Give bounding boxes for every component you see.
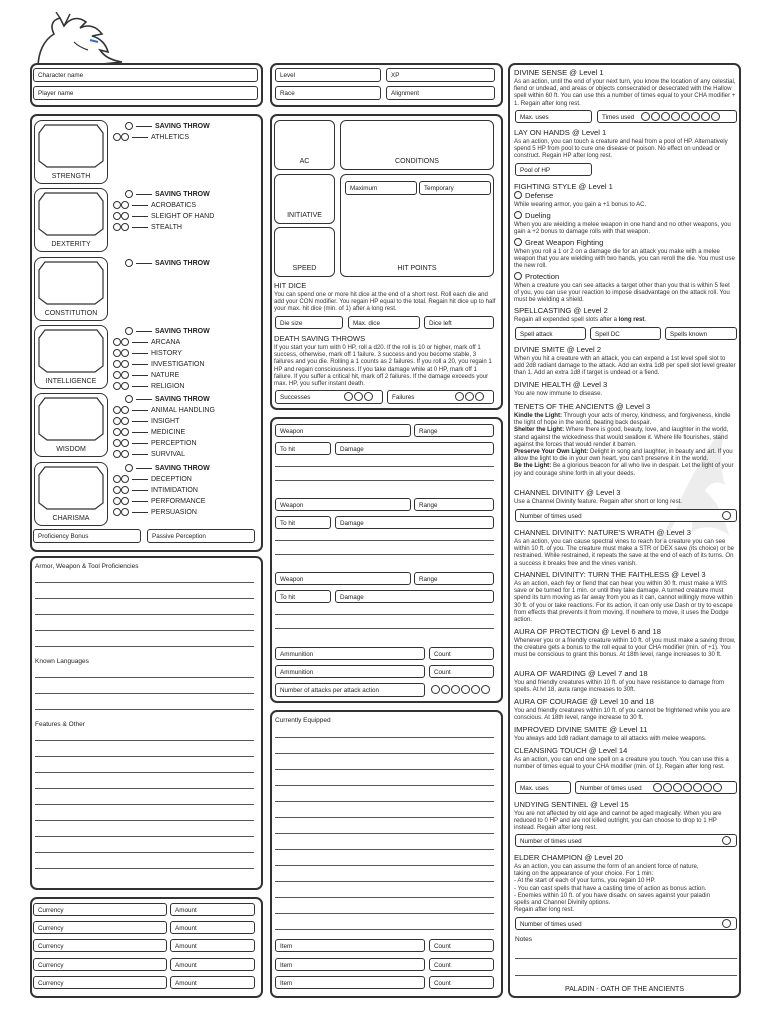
equipped-line[interactable]: [275, 849, 494, 850]
xp-field[interactable]: XP: [386, 68, 495, 82]
dragon-logo: [30, 12, 130, 70]
channel-divinity-text: Use a Channel Divinity feature. Regain after short or long rest.: [514, 498, 683, 505]
aura-courage-text: You and friendly creatures within 10 ft. of you cannot be frightened while you are conscious. At 18th level, range increase to 30 ft.: [514, 707, 731, 722]
spellcasting-title: SPELLCASTING @ Level 2: [514, 306, 608, 315]
weapon-notes-line[interactable]: [275, 540, 494, 541]
conditions-label: CONDITIONS: [395, 158, 439, 165]
tenet-item: [514, 412, 736, 426]
weapon-notes-line[interactable]: [275, 614, 494, 615]
fighting-style-option-text: When you are wielding a melee weapon in one hand and no other weapons, you gain a +2 bonus to damage rolls with that weapon.: [514, 221, 731, 236]
weapon-notes-line[interactable]: [275, 466, 494, 467]
tenet-name: Preserve Your Own Light:: [514, 448, 589, 456]
skill-row[interactable]: [113, 133, 189, 143]
aura-warding-text: You and friendly creatures within 10 ft. of you have resistance to damage from spells. At lvl 18, aura range increases to 30ft.: [514, 679, 725, 694]
skill-row[interactable]: [113, 360, 205, 370]
elder-champion-title: ELDER CHAMPION @ Level 20: [514, 853, 623, 862]
notes-label: Notes: [515, 936, 532, 943]
tenet-text: Be a glorious beacon for all who live in despair. Let the light of your joy and courage shine forth in all your deeds.: [514, 462, 734, 477]
features-other-title: Features & Other: [35, 721, 85, 728]
tenet-item: [514, 448, 736, 462]
currency-amount-field[interactable]: Amount: [170, 921, 255, 934]
ac-label: AC: [299, 158, 310, 165]
skill-label: ARCANA: [151, 339, 181, 346]
feature-line[interactable]: [35, 852, 254, 853]
item-field[interactable]: Item: [275, 939, 425, 952]
death-saves-text: If you start your turn with 0 HP, roll a d20. If the roll is 10 or higher, mark off 1 success, otherwise, mark off 1 failure. 3 success and you become stable, 3 failures and you die. Rolling a 1 counts as 2 failures. If you roll a 20, you regain 1 HP and regain consciousness. If you take damage while at 0 HP, mark off 1 failure. If you suffer a critical hit, mark off 2 failures. If the damage exceeds your max. HP, you suffer instant death.: [274, 344, 492, 388]
weapon-notes-line[interactable]: [275, 554, 494, 555]
language-line[interactable]: [35, 709, 254, 710]
lay-on-hands-title: LAY ON HANDS @ Level 1: [514, 128, 607, 137]
skill-label: INSIGHT: [151, 418, 180, 425]
equipped-line[interactable]: [275, 753, 494, 754]
weapons-panel: [270, 417, 503, 703]
ability-name: CONSTITUTION: [44, 310, 98, 317]
successes-field[interactable]: Successes: [275, 390, 383, 404]
tenet-text: Through your acts of mercy, kindness, and forgiveness, kindle the light of hope in the world, beating back despair.: [514, 412, 731, 427]
feature-line[interactable]: [35, 836, 254, 837]
cleansing-touch-circles[interactable]: [652, 783, 722, 793]
proficiency-line[interactable]: [35, 598, 254, 599]
feature-line[interactable]: [35, 868, 254, 869]
skill-row[interactable]: [113, 450, 185, 460]
undying-sentinel-times-used[interactable]: Number of times used: [515, 834, 737, 847]
cleansing-touch-times-used[interactable]: Number of times used: [575, 781, 737, 794]
equipped-line[interactable]: [275, 881, 494, 882]
initiative-label: INITIATIVE: [287, 212, 322, 219]
cleansing-touch-title: CLEANSING TOUCH @ Level 14: [514, 746, 628, 755]
hit-dice-text: You can spend one or more hit dice at the end of a short rest. Roll each die and add your CON modifier. You regain HP equal to the total. Regain hit dice up to half your max. hit dice (min. of 1) after a long rest.: [274, 291, 496, 313]
item-count-field[interactable]: Count: [429, 976, 494, 989]
ammunition-field[interactable]: Ammunition: [275, 665, 425, 678]
weapon-to-hit-field[interactable]: To hit: [275, 442, 331, 455]
ability-name: CHARISMA: [52, 515, 90, 522]
currency-field[interactable]: Currency: [33, 976, 167, 989]
fighting-style-option[interactable]: [514, 211, 551, 221]
weapon-range-field[interactable]: Range: [414, 424, 494, 437]
radio-icon[interactable]: [514, 191, 522, 199]
skill-row[interactable]: [113, 475, 192, 485]
skill-row[interactable]: [113, 439, 197, 449]
ability-name: DEXTERITY: [51, 241, 91, 248]
max-dice-field[interactable]: Max. dice: [348, 316, 420, 329]
saving-throw-row[interactable]: [113, 259, 210, 269]
radio-icon[interactable]: [514, 272, 522, 280]
fighting-style-option[interactable]: [514, 191, 553, 201]
currency-field[interactable]: Currency: [33, 958, 167, 971]
tenet-name: Kindle the Light:: [514, 412, 563, 419]
skill-label: STEALTH: [151, 224, 182, 231]
weapon-name-field[interactable]: Weapon: [275, 424, 411, 437]
skill-row[interactable]: [113, 371, 179, 381]
channel-divinity-title: CHANNEL DIVINITY @ Level 3: [514, 488, 621, 497]
feature-line[interactable]: [35, 756, 254, 757]
skill-row[interactable]: [113, 497, 205, 507]
death-saves-title: DEATH SAVING THROWS: [274, 334, 366, 343]
tenet-name: Shelter the Light:: [514, 426, 565, 434]
notes-line[interactable]: [515, 975, 737, 976]
undying-sentinel-circle[interactable]: [721, 836, 731, 846]
fighting-style-option[interactable]: [514, 238, 603, 248]
weapon-notes-line[interactable]: [275, 480, 494, 481]
tenet-text: Where there is good, beauty, love, and laughter in the world, stand against the wickedness that would swallow it. Where life flourishes, stand against the forces that would render it barren.: [514, 426, 729, 448]
weapon-damage-field[interactable]: Damage: [335, 516, 494, 529]
turn-faithless-text: As an action, each fey or fiend that can hear you within 30 ft. must make a WIS save or be turned for 1 min. or until they take damage. A turned creature must spend its turn moving as far away from you as it can, cannot willingly move within 30 ft. of you or take reactions. For its action, it can only use Dash or try to escape from effects that prevents it from moving. If nowhere to move, it uses the Dodge action.: [514, 580, 733, 624]
elder-champion-line: As an action, you can assume the form of an ancient force of nature,: [514, 863, 699, 870]
natures-wrath-title: CHANNEL DIVINITY: NATURE'S WRATH @ Level 3: [514, 528, 691, 537]
divine-sense-text: As an action, until the end of your next turn, you know the location of any celestial, fiend or undead, and areas or objects consecrated or desecrated with the Hallow spell within 60 ft. You can use this a number of times equal to your CHA modifier + 1. Regain after long rest.: [514, 78, 736, 107]
currently-equipped-title: Currently Equipped: [275, 717, 331, 724]
skill-label: ACROBATICS: [151, 202, 196, 209]
die-size-field[interactable]: Die size: [275, 316, 343, 329]
failures-field[interactable]: Failures: [387, 390, 494, 404]
channel-divinity-times-used[interactable]: Number of times used: [515, 509, 737, 522]
cleansing-touch-max-uses[interactable]: Max. uses: [515, 781, 571, 794]
fighting-style-option[interactable]: [514, 272, 559, 282]
divine-sense-circles[interactable]: [640, 112, 720, 122]
skill-row[interactable]: [113, 223, 182, 233]
skill-row[interactable]: [113, 486, 198, 496]
equipped-line[interactable]: [275, 737, 494, 738]
passive-perception-field[interactable]: Passive Perception: [147, 529, 255, 543]
undying-sentinel-title: UNDYING SENTINEL @ Level 15: [514, 800, 629, 809]
skill-label: HISTORY: [151, 350, 182, 357]
skill-label: DECEPTION: [151, 476, 192, 483]
player-name-field[interactable]: Player name: [33, 86, 258, 100]
currency-field[interactable]: Currency: [33, 903, 167, 916]
skill-row[interactable]: [113, 406, 215, 416]
improved-smite-title: IMPROVED DIVINE SMITE @ Level 11: [514, 725, 648, 734]
spellcasting-text: Regain all expended spell slots after a long rest.: [514, 316, 647, 323]
skill-label: PERSUASION: [151, 509, 197, 516]
ability-name: WISDOM: [56, 446, 86, 453]
language-line[interactable]: [35, 693, 254, 694]
footer-class-label: PALADIN - OATH OF THE ANCIENTS: [564, 986, 685, 993]
saving-throw-label: SAVING THROW: [155, 123, 210, 130]
lay-on-hands-pool[interactable]: Pool of HP: [515, 163, 592, 176]
spell-attack-field[interactable]: Spell attack: [515, 327, 586, 340]
skill-row[interactable]: [113, 212, 214, 222]
weapon-to-hit-field[interactable]: To hit: [275, 516, 331, 529]
weapon-damage-field[interactable]: Damage: [335, 590, 494, 603]
equipped-line[interactable]: [275, 929, 494, 930]
divine-health-text: You are now immune to disease.: [514, 390, 603, 397]
skill-row[interactable]: [113, 338, 180, 348]
elder-champion-text: [514, 863, 736, 913]
skill-row[interactable]: [113, 508, 197, 518]
equipped-line[interactable]: [275, 913, 494, 914]
undying-sentinel-text: You are not affected by old age and cannot be aged magically. When you are reduced to 0 HP and are not killed outright, you can choose to drop to 1 HP instead. Regain after long rest.: [514, 810, 722, 832]
skill-label: SURVIVAL: [151, 451, 185, 458]
elder-champion-line: Regain after long rest.: [514, 906, 574, 914]
weapon-range-field[interactable]: Range: [414, 498, 494, 511]
skill-row[interactable]: [113, 428, 185, 438]
fighting-style-option-text: When a creature you can see attacks a target other than you that is within 5 feet of you, you can use your reaction to impose disadvantage on the attack roll. You must be wielding a shield.: [514, 282, 730, 304]
saving-throw-label: SAVING THROW: [155, 328, 210, 335]
character-name-field[interactable]: Character name: [33, 68, 258, 82]
saving-throw-label: SAVING THROW: [155, 465, 210, 472]
currency-field[interactable]: Currency: [33, 921, 167, 934]
ability-name: INTELLIGENCE: [45, 378, 97, 385]
weapon-notes-line[interactable]: [275, 628, 494, 629]
elder-champion-line: spells and Channel Divinity options.: [514, 899, 611, 907]
weapon-to-hit-field[interactable]: To hit: [275, 590, 331, 603]
skill-label: ATHLETICS: [151, 134, 189, 141]
tenet-item: [514, 462, 736, 476]
item-count-field[interactable]: Count: [429, 958, 494, 971]
aura-protection-text: Whenever you or a friendly creature within 10 ft. of you must make a saving throw, the creature gets a bonus to the roll equal to your CHA modifier (min. of +1). You must be conscious to grant this bonus. At 18th level, range increases to 30 ft.: [514, 637, 736, 659]
attacks-per-action-field[interactable]: Number of attacks per attack action: [275, 683, 425, 697]
dice-left-field[interactable]: Dice left: [424, 316, 494, 329]
skill-label: NATURE: [151, 372, 180, 379]
tenets-title: TENETS OF THE ANCIENTS @ Level 3: [514, 402, 651, 411]
elder-champion-line: - At the start of each of your turns, you regain 10 HP.: [514, 877, 656, 885]
currency-field[interactable]: Currency: [33, 939, 167, 952]
proficiency-line[interactable]: [35, 630, 254, 631]
hit-dice-title: HIT DICE: [274, 281, 307, 290]
notes-line[interactable]: [515, 958, 737, 959]
tenets-text: [514, 412, 736, 477]
equipped-line[interactable]: [275, 785, 494, 786]
divine-sense-title: DIVINE SENSE @ Level 1: [514, 68, 604, 77]
currency-amount-field[interactable]: Amount: [170, 958, 255, 971]
divine-health-title: DIVINE HEALTH @ Level 3: [514, 380, 608, 389]
hp-maximum-field[interactable]: Maximum: [345, 181, 417, 195]
saving-throw-row[interactable]: [113, 122, 210, 132]
hit-points-label: HIT POINTS: [397, 265, 437, 272]
skill-label: INVESTIGATION: [151, 361, 205, 368]
skill-label: INTIMIDATION: [151, 487, 198, 494]
equipped-line[interactable]: [275, 897, 494, 898]
successes-circles[interactable]: [343, 392, 373, 402]
languages-title: Known Languages: [35, 658, 89, 665]
saving-throw-row[interactable]: [113, 464, 210, 474]
fighting-style-option-text: While wearing armor, you gain a +1 bonus to AC.: [514, 201, 647, 208]
item-count-field[interactable]: Count: [429, 939, 494, 952]
natures-wrath-text: As an action, you can cause spectral vines to reach for a creature you can see within 10 ft. of you. The creature must make a STR or DEX save (its choice) or be restrained. While restrained, it repeats the save at the end of each of its turns. On a success it breaks free and the vines vanish.: [514, 538, 735, 567]
elder-champion-line: - You can cast spells that have a casting time of action as bonus action.: [514, 884, 707, 892]
weapon-damage-field[interactable]: Damage: [335, 442, 494, 455]
skill-row[interactable]: [113, 417, 179, 427]
failures-circles[interactable]: [454, 392, 484, 402]
divine-sense-times-used[interactable]: Times used: [597, 110, 737, 123]
elder-champion-times-used[interactable]: Number of times used: [515, 917, 737, 930]
level-field[interactable]: Level: [275, 68, 381, 82]
radio-icon[interactable]: [514, 238, 522, 246]
skill-row[interactable]: [113, 201, 196, 211]
divine-smite-title: DIVINE SMITE @ Level 2: [514, 345, 602, 354]
saving-throw-label: SAVING THROW: [155, 260, 210, 267]
ammunition-count-field[interactable]: Count: [429, 647, 494, 660]
feature-line[interactable]: [35, 820, 254, 821]
speed-label: SPEED: [292, 265, 317, 272]
equipped-line[interactable]: [275, 833, 494, 834]
currency-amount-field[interactable]: Amount: [170, 939, 255, 952]
fighting-style-title: FIGHTING STYLE @ Level 1: [514, 182, 613, 191]
currency-amount-field[interactable]: Amount: [170, 976, 255, 989]
spell-dc-field[interactable]: Spell DC: [590, 327, 661, 340]
skill-row[interactable]: [113, 382, 184, 392]
turn-faithless-title: CHANNEL DIVINITY: TURN THE FAITHLESS @ Level 3: [514, 570, 706, 579]
feature-line[interactable]: [35, 804, 254, 805]
equipped-line[interactable]: [275, 865, 494, 866]
skill-row[interactable]: [113, 349, 182, 359]
feature-line[interactable]: [35, 788, 254, 789]
elder-champion-line: - Enemies within 10 ft. of you have disadv. on saves against your paladin: [514, 891, 711, 899]
aura-warding-title: AURA OF WARDING @ Level 7 and 18: [514, 669, 648, 678]
spells-known-field[interactable]: Spells known: [665, 327, 737, 340]
equipped-line[interactable]: [275, 801, 494, 802]
improved-smite-text: You always add 1d8 radiant damage to all attacks with melee weapons.: [514, 735, 707, 742]
skill-label: PERFORMANCE: [151, 498, 206, 505]
aura-protection-title: AURA OF PROTECTION @ Level 6 and 18: [514, 627, 661, 636]
fighting-style-option-name: Defense: [525, 191, 554, 200]
ability-name: STRENGTH: [51, 173, 91, 180]
elder-champion-line: taking on the appearance of your choice. For 1 min:: [514, 870, 654, 878]
item-field[interactable]: Item: [275, 958, 425, 971]
divine-smite-text: When you hit a creature with an attack, you can expend a 1st level spell slot to add 2d8 radiant damage to the attack. Add an extra 1d8 per spell slot level greater than 1. Add an extra 1d8 if target is undead or a fiend.: [514, 355, 736, 377]
cleansing-touch-text: As an action, you can end one spell on a creature you touch. You can use this a number of times equal to your CHA modifier (min. of 1). Regain after long rest.: [514, 756, 729, 771]
proficiency-line[interactable]: [35, 646, 254, 647]
feature-line[interactable]: [35, 740, 254, 741]
race-field[interactable]: Race: [275, 86, 381, 100]
skill-label: MEDICINE: [151, 429, 186, 436]
fighting-style-option-name: Protection: [525, 272, 560, 281]
skill-label: RELIGION: [151, 383, 185, 390]
elder-champion-circle[interactable]: [721, 919, 731, 929]
channel-divinity-circle[interactable]: [721, 511, 731, 521]
saving-throw-row[interactable]: [113, 327, 210, 337]
saving-throw-label: SAVING THROW: [155, 191, 210, 198]
tenet-text: Delight in song and laughter, in beauty and art. If you allow the light to die in your own heart, you can't preserve it in the world.: [514, 448, 733, 463]
feature-line[interactable]: [35, 772, 254, 773]
language-line[interactable]: [35, 677, 254, 678]
tenet-item: [514, 426, 736, 448]
tenet-name: Be the Light:: [514, 462, 552, 470]
item-field[interactable]: Item: [275, 976, 425, 989]
currency-amount-field[interactable]: Amount: [170, 903, 255, 916]
proficiency-line[interactable]: [35, 582, 254, 583]
radio-icon[interactable]: [514, 211, 522, 219]
weapon-range-field[interactable]: Range: [414, 572, 494, 585]
saving-throw-row[interactable]: [113, 395, 210, 405]
hp-temporary-field[interactable]: Temporary: [419, 181, 491, 195]
skill-label: ANIMAL HANDLING: [151, 407, 215, 414]
ammunition-count-field[interactable]: Count: [429, 665, 494, 678]
aura-courage-title: AURA OF COURAGE @ Level 10 and 18: [514, 697, 654, 706]
fighting-style-option-name: Dueling: [525, 211, 551, 220]
fighting-style-option-text: When you roll a 1 or 2 on a damage die for an attack you make with a melee weapon that you are wielding with two hands, you can reroll the die. You must use the new roll.: [514, 248, 735, 270]
skill-label: SLEIGHT OF HAND: [151, 213, 215, 220]
proficiencies-title: Armor, Weapon & Tool Proficiencies: [35, 563, 139, 570]
skill-label: PERCEPTION: [151, 440, 197, 447]
equipped-line[interactable]: [275, 769, 494, 770]
weapon-name-field[interactable]: Weapon: [275, 498, 411, 511]
alignment-field[interactable]: Alignment: [386, 86, 495, 100]
attacks-per-action-circles[interactable]: [430, 685, 490, 695]
weapon-name-field[interactable]: Weapon: [275, 572, 411, 585]
fighting-style-option-name: Great Weapon Fighting: [525, 238, 604, 247]
proficiency-bonus-field[interactable]: Proficiency Bonus: [33, 529, 141, 543]
equipped-line[interactable]: [275, 817, 494, 818]
saving-throw-row[interactable]: [113, 190, 210, 200]
lay-on-hands-text: As an action, you can touch a creature and heal from a pool of HP. Alternatively spend 5 HP from pool to cure one disease or poison. No effect on undead or construct. Regain HP after long rest.: [514, 138, 728, 160]
divine-sense-max-uses[interactable]: Max. uses: [515, 110, 592, 123]
saving-throw-label: SAVING THROW: [155, 396, 210, 403]
ammunition-field[interactable]: Ammunition: [275, 647, 425, 660]
proficiency-line[interactable]: [35, 614, 254, 615]
